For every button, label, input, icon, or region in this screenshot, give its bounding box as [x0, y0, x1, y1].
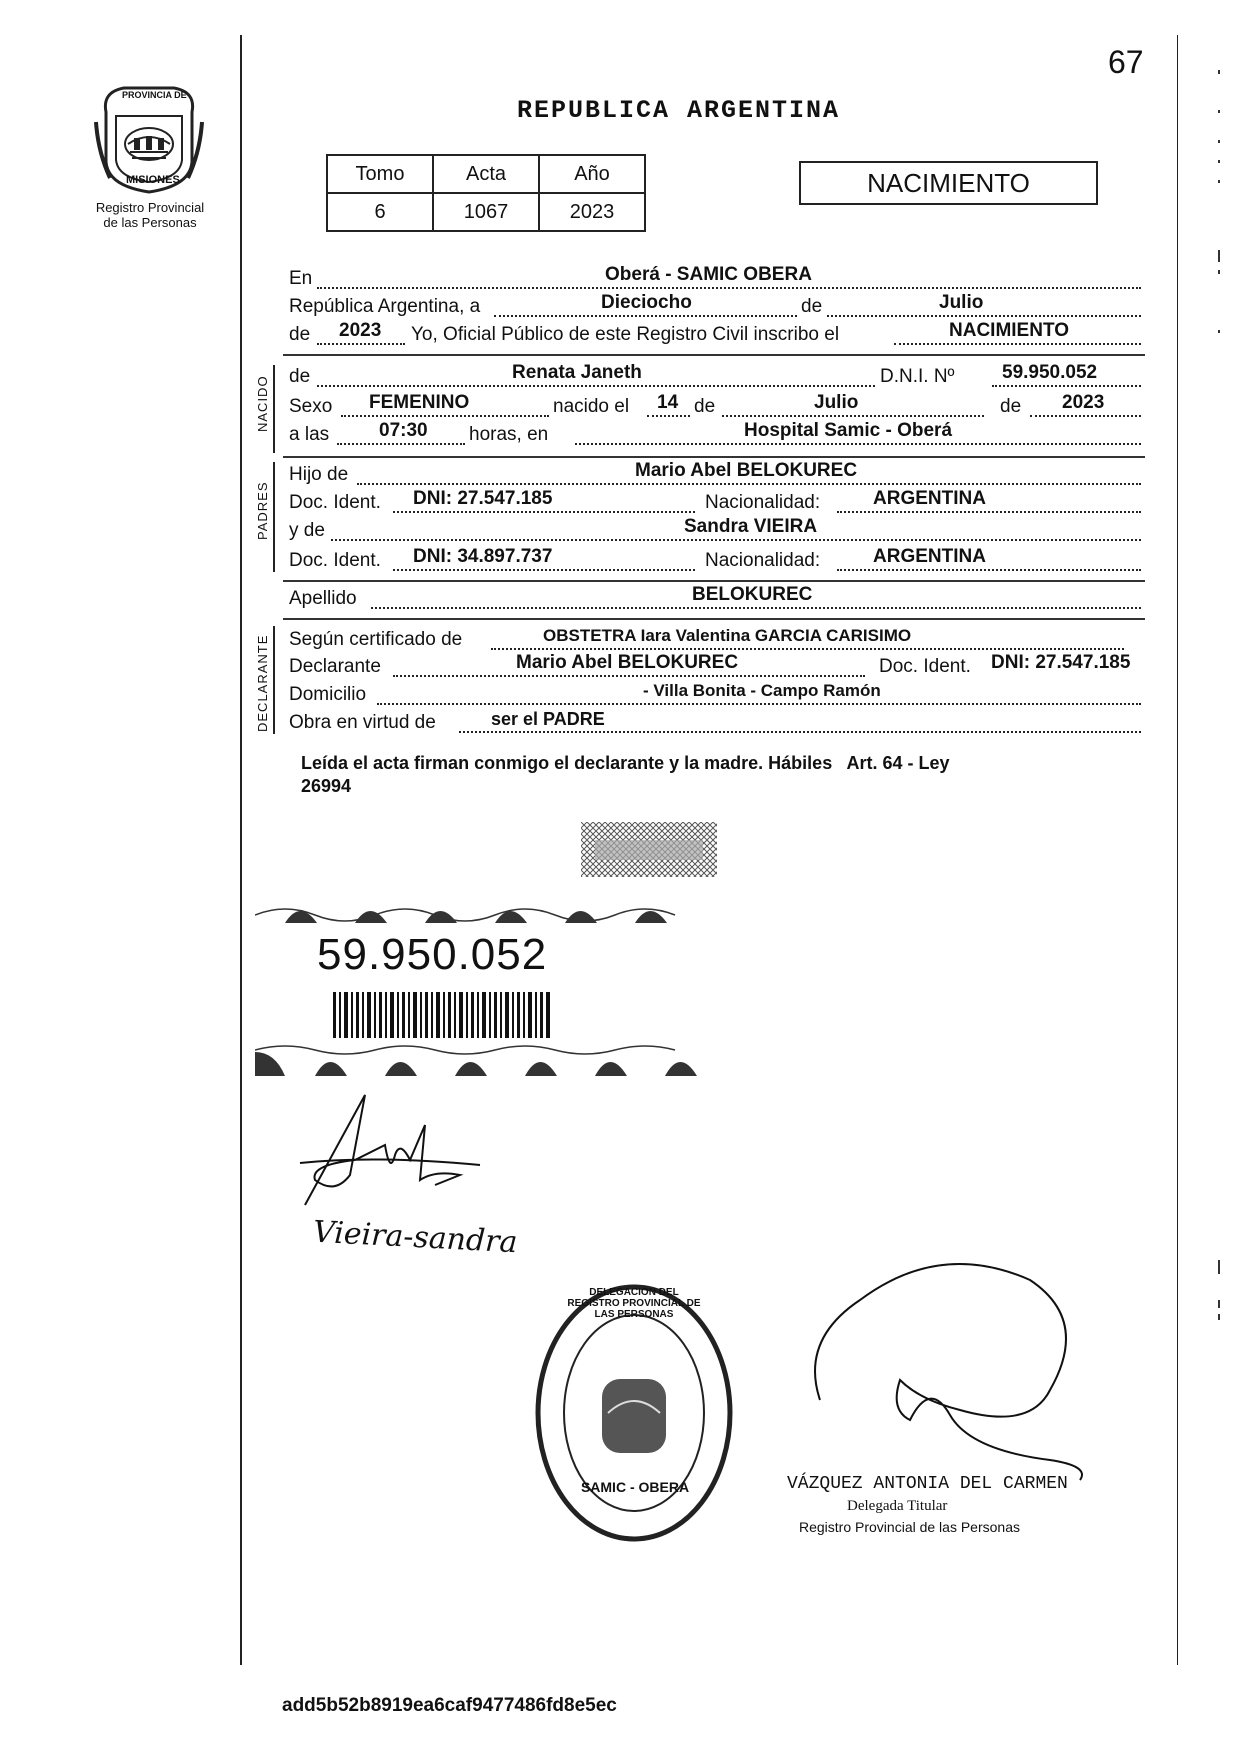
- label-horas: horas, en: [469, 424, 549, 445]
- value-mother-nationality: ARGENTINA: [873, 546, 986, 567]
- stamp-text: DELEGACIÓN DEL REGISTRO PROVINCIAL DE LAS PERSONAS: [567, 1287, 701, 1320]
- nacido-row-hora: [289, 420, 1144, 450]
- label-a-las: a las: [289, 424, 330, 445]
- label-apellido: Apellido: [289, 588, 357, 609]
- left-margin-line: [240, 35, 242, 1665]
- intro-row-en: [289, 264, 1144, 294]
- document-title: REPUBLICA ARGENTINA: [517, 96, 841, 125]
- section-separator: [283, 354, 1145, 356]
- label-sexo: Sexo: [289, 396, 333, 417]
- label-de-name: de: [289, 366, 311, 387]
- id-number: 59.950.052: [317, 930, 548, 979]
- label-domicilio: Domicilio: [289, 684, 367, 705]
- official-signature: [800, 1240, 1100, 1500]
- official-block: [787, 1474, 1097, 1535]
- value-father-nationality: ARGENTINA: [873, 488, 986, 509]
- value-declarante: Mario Abel BELOKUREC: [516, 652, 739, 673]
- barcode: [333, 992, 553, 1038]
- closing-line2: 26994: [301, 776, 352, 796]
- act-type-box: NACIMIENTO: [799, 161, 1098, 205]
- declarante-section-label: DECLARANTE: [255, 634, 270, 732]
- table-value-anio: 2023: [539, 193, 645, 231]
- padres-section-label: PADRES: [255, 481, 270, 540]
- value-year: 2023: [339, 320, 382, 341]
- label-hijo-de: Hijo de: [289, 464, 349, 485]
- logo-caption-line1: Registro Provincial: [95, 200, 205, 215]
- document-hash: add5b52b8919ea6caf9477486fd8e5ec: [282, 1695, 617, 1716]
- label-en: En: [289, 268, 313, 289]
- nacido-section-label: NACIDO: [255, 375, 270, 432]
- padres-row-mother-doc: [289, 546, 1144, 576]
- label-oficial: Yo, Oficial Público de este Registro Civil inscribo el: [411, 324, 840, 345]
- label-republica: República Argentina, a: [289, 296, 481, 317]
- label-doc-ident: Doc. Ident.: [289, 550, 381, 571]
- value-child-dni: 59.950.052: [1002, 362, 1098, 383]
- logo-caption: [70, 200, 230, 230]
- edge-marks: [1216, 60, 1222, 1330]
- label-y-de: y de: [289, 520, 325, 541]
- official-name: VÁZQUEZ ANTONIA DEL CARMEN: [787, 1474, 1068, 1494]
- declarante-bar: [273, 626, 275, 734]
- closing-line1: Leída el acta firman conmigo el declarante y la madre. Hábiles Art. 64 - Ley: [301, 753, 950, 773]
- declarant-signature: [295, 1085, 485, 1215]
- table-header-tomo: Tomo: [327, 155, 433, 193]
- value-birth-year: 2023: [1062, 392, 1105, 413]
- value-birth-day: 14: [657, 392, 679, 413]
- value-month: Julio: [939, 292, 984, 313]
- mother-signature: Vieira-sandra: [312, 1214, 519, 1261]
- closing-text: [301, 752, 950, 798]
- stamp-bottom-text: SAMIC - OBERA: [580, 1479, 690, 1495]
- logo-caption-line2: de las Personas: [103, 215, 197, 230]
- section-separator: [283, 618, 1145, 620]
- label-segun-certificado: Según certificado de: [289, 629, 463, 650]
- registry-table: [326, 154, 646, 232]
- value-mother-name: Sandra VIEIRA: [684, 516, 818, 537]
- label-obra: Obra en virtud de: [289, 712, 436, 733]
- page-number: 67: [1108, 44, 1144, 80]
- value-certificate: OBSTETRA Iara Valentina GARCIA CARISIMO: [543, 626, 912, 645]
- official-org: Registro Provincial de las Personas: [799, 1519, 1020, 1535]
- value-place: Oberá - SAMIC OBERA: [605, 264, 812, 285]
- value-father-doc: DNI: 27.547.185: [413, 488, 553, 509]
- label-nacido-el: nacido el: [553, 396, 630, 417]
- value-father-name: Mario Abel BELOKUREC: [635, 460, 858, 481]
- table-value-acta: 1067: [433, 193, 539, 231]
- logo-bottom-text: MISIONES: [126, 174, 180, 186]
- value-declarante-doc: DNI: 27.547.185: [991, 652, 1131, 673]
- value-day: Dieciocho: [601, 292, 692, 313]
- label-dni: D.N.I. Nº: [876, 362, 959, 392]
- apellido-row: [289, 584, 1144, 614]
- label-nacionalidad: Nacionalidad:: [705, 492, 821, 513]
- value-acto: NACIMIENTO: [949, 320, 1069, 341]
- value-birth-place: Hospital Samic - Oberá: [744, 420, 953, 441]
- label-nacionalidad: Nacionalidad:: [705, 550, 821, 571]
- table-value-tomo: 6: [327, 193, 433, 231]
- security-hologram: [581, 822, 717, 877]
- logo-top-text: PROVINCIA DE: [122, 90, 187, 100]
- official-stamp: [534, 1283, 734, 1543]
- province-logo: [94, 82, 204, 194]
- padres-bar: [273, 462, 275, 572]
- guilloche-band-top: [255, 895, 705, 923]
- value-apellido: BELOKUREC: [692, 584, 813, 605]
- right-margin-line: [1177, 35, 1178, 1665]
- label-declarante: Declarante: [289, 656, 381, 677]
- nacido-bar: [273, 365, 275, 453]
- label-de-month: de: [694, 396, 716, 417]
- value-child-name: Renata Janeth: [512, 362, 642, 383]
- value-mother-doc: DNI: 34.897.737: [413, 546, 553, 567]
- label-doc-ident: Doc. Ident.: [289, 492, 381, 513]
- label-de-year: de: [289, 324, 311, 345]
- intro-row-acto: [289, 320, 1144, 350]
- declarante-row-domicilio: [289, 680, 1144, 710]
- value-birth-month: Julio: [814, 392, 859, 413]
- table-header-anio: Año: [539, 155, 645, 193]
- declarante-row-obra: [289, 708, 1144, 738]
- official-title: Delegada Titular: [847, 1498, 948, 1514]
- value-domicilio: - Villa Bonita - Campo Ramón: [643, 681, 881, 700]
- label-doc-ident: Doc. Ident.: [879, 656, 971, 677]
- value-time: 07:30: [379, 420, 428, 441]
- label-de-year2: de: [1000, 396, 1022, 417]
- value-obra: ser el PADRE: [491, 709, 605, 729]
- value-sexo: FEMENINO: [369, 392, 470, 413]
- table-header-acta: Acta: [433, 155, 539, 193]
- guilloche-band-bottom: [255, 1044, 705, 1076]
- label-de: de: [797, 292, 826, 322]
